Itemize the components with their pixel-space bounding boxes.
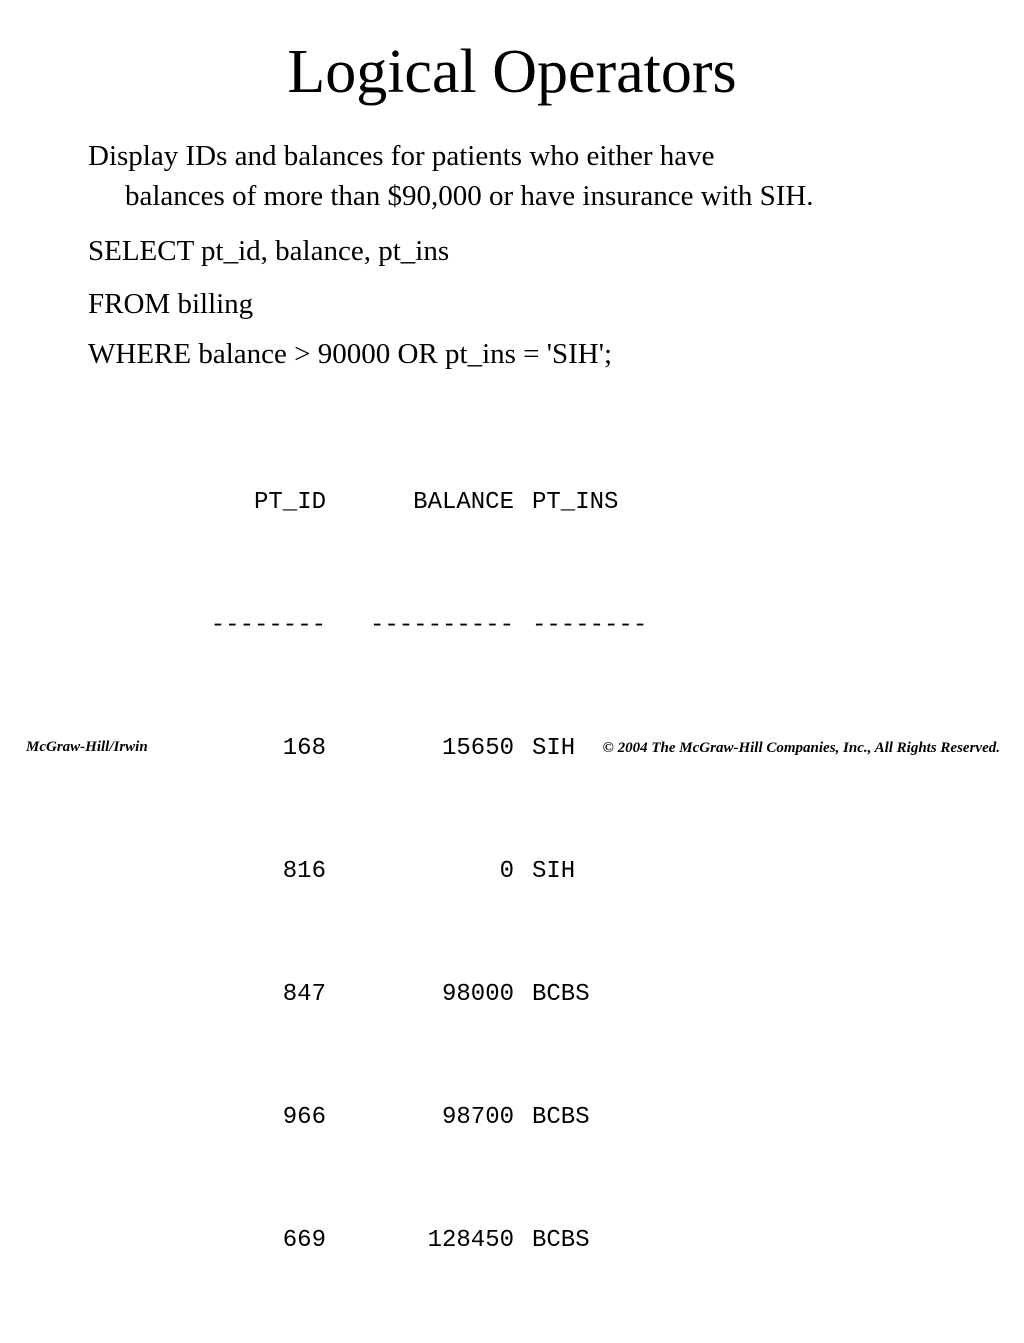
footer-publisher: McGraw-Hill/Irwin — [26, 739, 148, 755]
cell-pt-ins: BCBS — [532, 1104, 590, 1131]
sql-select-clause: SELECT pt_id, balance, pt_ins — [88, 235, 450, 267]
description-paragraph — [88, 136, 814, 216]
cell-balance: 98700 — [441, 1104, 514, 1131]
description-line-1: Display IDs and balances for patients who either have — [88, 140, 715, 172]
result-separator-row — [190, 605, 672, 646]
query-result-table — [190, 400, 672, 1343]
cell-pt-ins: SIH — [532, 735, 576, 762]
description-line-2: balances of more than $90,000 or have insurance with SIH. — [125, 180, 814, 212]
cell-balance: 98000 — [441, 981, 514, 1008]
header-pt-id: PT_ID — [253, 489, 326, 516]
cell-pt-ins: BCBS — [532, 1227, 590, 1254]
table-row — [190, 1097, 672, 1138]
cell-pt-id: 847 — [282, 981, 326, 1008]
sql-where-clause: WHERE balance > 90000 OR pt_ins = 'SIH'; — [88, 338, 613, 370]
separator-pt-id: -------- — [210, 612, 326, 639]
header-pt-ins: PT_INS — [532, 489, 619, 516]
table-row — [190, 1220, 672, 1261]
cell-pt-ins: BCBS — [532, 981, 590, 1008]
separator-pt-ins: -------- — [532, 612, 648, 639]
cell-balance: 128450 — [427, 1227, 514, 1254]
footer-copyright: © 2004 The McGraw-Hill Companies, Inc., All Rights Reserved. — [602, 740, 1000, 756]
cell-pt-id: 669 — [282, 1227, 326, 1254]
cell-pt-id: 168 — [282, 735, 326, 762]
cell-pt-id: 816 — [282, 858, 326, 885]
table-row — [190, 851, 672, 892]
cell-balance: 15650 — [441, 735, 514, 762]
cell-pt-ins: SIH — [532, 858, 576, 885]
cell-balance: 0 — [499, 858, 514, 885]
sql-from-clause: FROM billing — [88, 288, 254, 320]
cell-pt-id: 966 — [282, 1104, 326, 1131]
header-balance: BALANCE — [413, 489, 514, 516]
table-row — [190, 974, 672, 1015]
table-row — [190, 728, 672, 769]
separator-balance: ---------- — [369, 612, 514, 639]
slide-title: Logical Operators — [287, 38, 737, 106]
result-header-row — [190, 482, 672, 523]
